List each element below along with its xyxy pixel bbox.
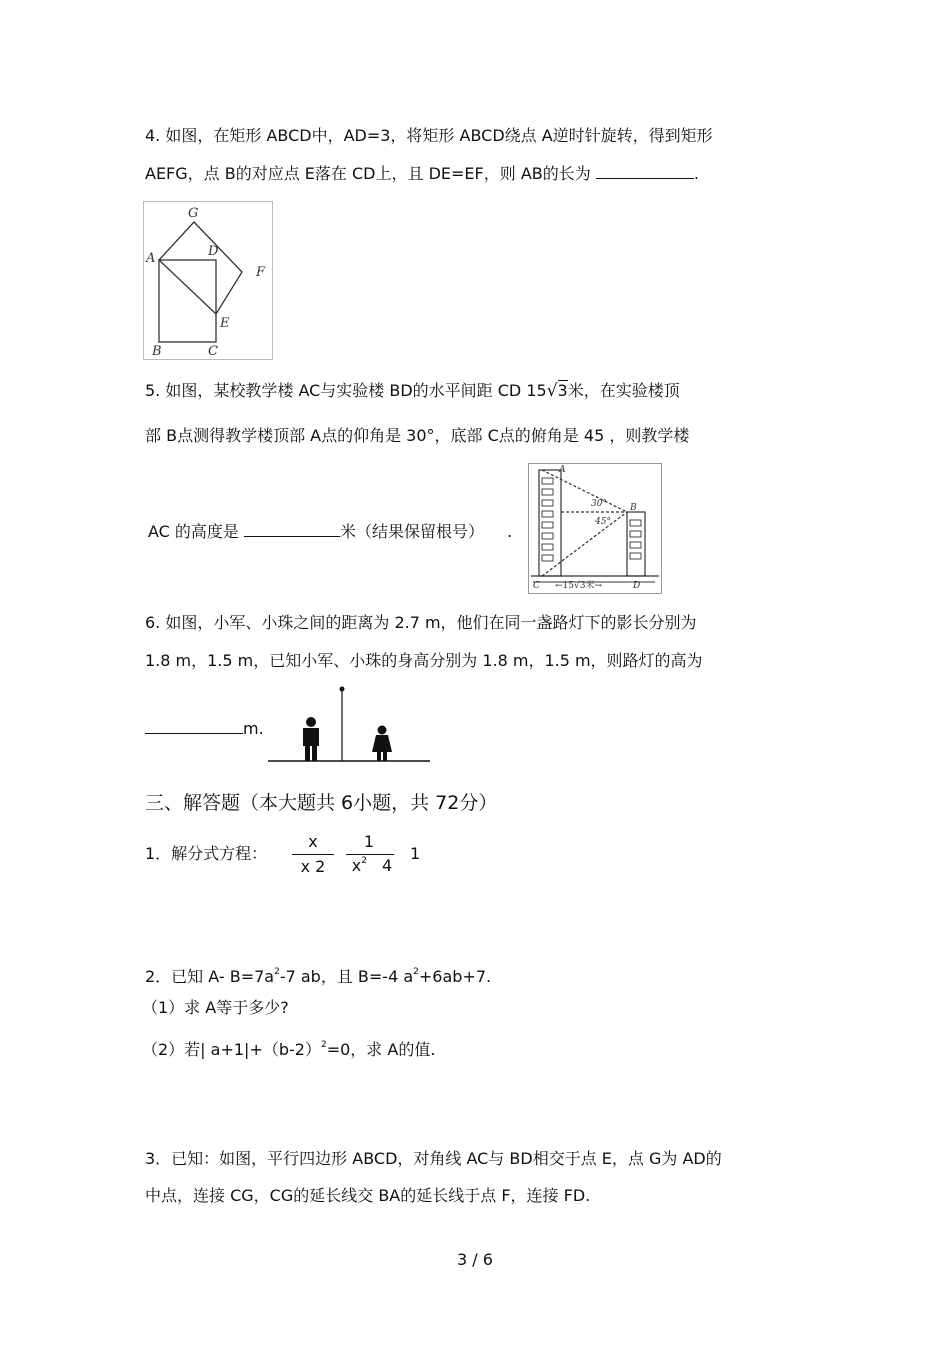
fraction-1-numerator: x [308,832,318,851]
sqrt-radicand: 3 [557,381,568,400]
q4-rectangle-diagram [144,202,272,359]
label-d: D [208,244,219,259]
label-g: G [188,206,199,221]
p2-line-1 [145,961,491,988]
q5-line-3-text: AC 的高度是 [148,522,239,541]
den-exp: 2 [361,856,367,866]
label-c: C [208,344,218,359]
label-a: A [559,465,566,475]
q4-line-1: 4. 如图，在矩形 ABCD中，AD=3，将矩形 ABCD绕点 A逆时针旋转，得到矩形 [145,126,713,145]
q6-line-3-unit: m. [243,719,264,738]
p2-part-2 [142,1034,435,1061]
q5-line-1 [145,380,680,402]
q4-line-2-end: . [693,164,699,183]
q5-answer-blank [244,520,340,537]
q5-figure [528,463,662,594]
fraction-2-denominator [346,856,398,875]
p1-label: 1．解分式方程： [145,844,268,863]
label-d: D [633,581,641,591]
p1-rhs: 1 [410,844,421,863]
p2-part-2-text: （2）若| a+1|+（b-2） [142,1040,321,1059]
distance-label: ←15√3米→ [555,581,602,591]
label-e: E [220,316,230,331]
fraction-1-bar [292,854,334,855]
label-b: B [152,344,162,359]
p2-text-c: +6ab+7. [418,967,492,986]
person-xiaozhu-icon [372,726,392,762]
section-3-title: 三、解答题（本大题共 6小题，共 72分） [145,792,498,814]
p2-text-a: 2．已知 A- B=7a [145,967,275,986]
den-x: x [351,856,362,875]
fraction-2-bar [346,854,394,855]
q4-answer-blank [596,162,694,179]
sqrt-sign: √ [546,381,558,401]
person-xiaojun-icon [303,717,319,761]
q4-figure [143,201,273,360]
fraction-2-numerator: 1 [363,832,375,851]
streetlight-diagram [266,685,432,765]
rectangle-aefg [159,222,242,314]
q5-line-2: 部 B点测得教学楼顶部 A点的仰角是 30°，底部 C点的俯角是 45 ，则教学楼 [145,426,690,445]
lamp-icon [340,687,345,692]
p2-part-1: （1）求 A等于多少? [142,998,289,1017]
q5-line-1-end: 米，在实验楼顶 [567,381,680,400]
q4-line-2-text: AEFG，点 B的对应点 E落在 CD上，且 DE=EF，则 AB的长为 [145,164,591,183]
label-a: A [146,251,156,266]
q6-line-2: 1.8 m，1.5 m，已知小军、小珠的身高分别为 1.8 m，1.5 m，则路灯的高为 [145,651,703,670]
q6-answer-blank [145,717,243,734]
p3-line-1: 3．已知：如图，平行四边形 ABCD，对角线 AC与 BD相交于点 E，点 G为 AD的 [145,1149,722,1168]
label-b: B [630,503,637,513]
angle-45: 45° [595,517,611,527]
q5-line-3-end: . [507,522,513,541]
p2-exp-2: 2 [413,967,419,977]
page-number: 3 / 6 [457,1250,493,1269]
q6-figure [266,685,432,765]
p3-line-2: 中点，连接 CG，CG的延长线交 BA的延长线于点 F，连接 FD. [145,1186,591,1205]
q5-buildings-diagram [529,464,661,593]
label-c: C [533,581,540,591]
p2-exp-1: 2 [274,967,280,977]
label-f: F [256,265,266,280]
q5-line-3-unit: 米（结果保留根号） [340,522,485,541]
rectangle-abcd [159,260,216,342]
q5-line-3 [148,520,512,543]
den-4: 4 [382,856,393,875]
q4-line-2 [145,162,699,185]
q6-line-1: 6. 如图，小军、小珠之间的距离为 2.7 m，他们在同一盏路灯下的影长分别为 [145,613,697,632]
q6-line-3 [145,717,264,740]
p2-part-2-exp: 2 [320,1040,327,1050]
p2-text-b: -7 ab，且 B=-4 a [279,967,414,986]
q5-line-1-text: 5. 如图，某校教学楼 AC与实验楼 BD的水平间距 CD 15 [145,381,547,400]
p2-part-2-end: =0，求 A的值. [326,1040,436,1059]
angle-30: 30° [591,499,607,509]
fraction-1-denominator: x 2 [300,857,326,876]
